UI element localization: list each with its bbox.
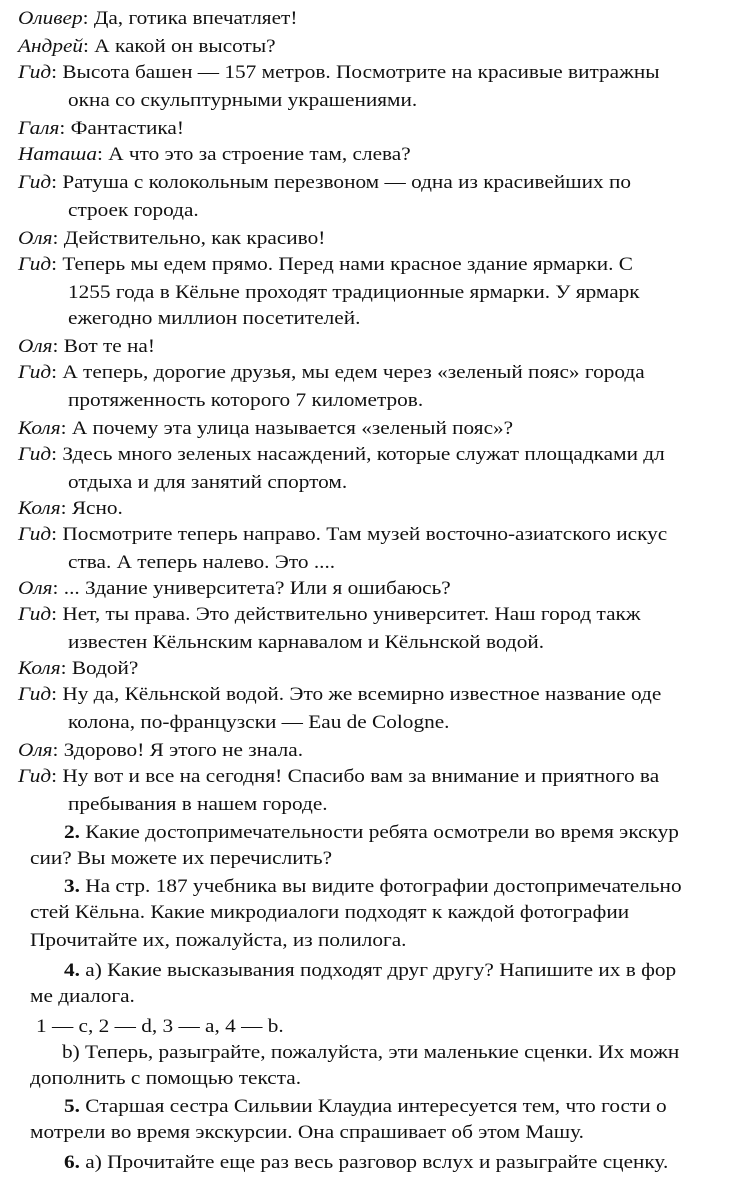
text-line xyxy=(68,200,199,224)
speaker-name: Коля xyxy=(18,658,61,679)
speaker-name: Оля xyxy=(18,740,53,761)
text-line xyxy=(30,1122,584,1146)
line-text: ства. А теперь налево. Это .... xyxy=(68,552,336,573)
line-text: колона, по-французски — Eau de Cologne. xyxy=(68,712,450,733)
line-text: : Теперь мы едем прямо. Перед нами красное здание ярмарки. С xyxy=(51,254,633,275)
text-line xyxy=(64,822,679,846)
exercise-number: 3. xyxy=(64,876,80,897)
text-line xyxy=(18,336,155,360)
line-text: : Ну вот и все на сегодня! Спасибо вам за внимание и приятного ва xyxy=(51,766,660,787)
text-line xyxy=(18,144,411,168)
exercise-number: 2. xyxy=(64,822,80,843)
line-text: : Ясно. xyxy=(60,498,123,519)
speaker-name: Галя xyxy=(18,118,60,139)
line-text: окна со скульптурными украшениями. xyxy=(68,90,418,111)
line-text: сии? Вы можете их перечислить? xyxy=(30,848,333,869)
text-line xyxy=(18,418,513,442)
speaker-name: Наташа xyxy=(18,144,97,165)
speaker-name: Гид xyxy=(18,62,52,83)
text-line xyxy=(30,848,332,872)
line-text: известен Кёльнским карнавалом и Кёльнской водой. xyxy=(68,632,545,653)
text-line xyxy=(64,1152,668,1176)
speaker-name: Оля xyxy=(18,228,53,249)
text-line xyxy=(36,1016,284,1040)
text-line xyxy=(30,902,629,926)
line-text: ме диалога. xyxy=(30,986,135,1007)
text-line xyxy=(68,390,423,414)
text-line xyxy=(18,684,661,708)
line-text: ежегодно миллион посетителей. xyxy=(68,308,361,329)
line-text: Какие достопримечательности ребята осмотрели во время экскур xyxy=(79,822,679,843)
text-line xyxy=(68,632,544,656)
line-text: 1255 года в Кёльне проходят традиционные ярмарки. У ярмарк xyxy=(68,282,640,303)
speaker-name: Оливер xyxy=(18,8,83,29)
speaker-name: Гид xyxy=(18,444,52,465)
speaker-name: Гид xyxy=(18,362,52,383)
line-text: пребывания в нашем городе. xyxy=(68,794,328,815)
speaker-name: Гид xyxy=(18,172,52,193)
line-text: : А теперь, дорогие друзья, мы едем через «зеленый пояс» города xyxy=(51,362,645,383)
line-text: b) Теперь, разыграйте, пожалуйста, эти маленькие сценки. Их можн xyxy=(62,1042,680,1063)
text-line xyxy=(18,498,123,522)
line-text: : А какой он высоты? xyxy=(83,36,276,57)
line-text: мотрели во время экскурсии. Она спрашивает об этом Машу. xyxy=(30,1122,584,1143)
text-line xyxy=(68,282,640,306)
text-line xyxy=(64,876,682,900)
line-text: : А что это за строение там, слева? xyxy=(96,144,411,165)
speaker-name: Оля xyxy=(18,578,53,599)
line-text: : А почему эта улица называется «зеленый пояс»? xyxy=(60,418,514,439)
line-text: : Вот те на! xyxy=(52,336,155,357)
text-line xyxy=(18,228,325,252)
line-text: : Действительно, как красиво! xyxy=(52,228,326,249)
text-line xyxy=(68,472,347,496)
text-line xyxy=(30,930,407,954)
text-line xyxy=(18,524,667,548)
line-text: строек города. xyxy=(68,200,199,221)
line-text: а) Прочитайте еще раз весь разговор вслух и разыграйте сценку. xyxy=(79,1152,669,1173)
text-line xyxy=(18,62,660,86)
line-text: : Водой? xyxy=(60,658,139,679)
line-text: 1 — c, 2 — d, 3 — a, 4 — b. xyxy=(36,1016,284,1037)
speaker-name: Гид xyxy=(18,604,52,625)
text-line xyxy=(68,90,417,114)
text-line xyxy=(64,1096,667,1120)
speaker-name: Коля xyxy=(18,498,61,519)
line-text: : Здесь много зеленых насаждений, которые служат площадками дл xyxy=(51,444,665,465)
exercise-number: 4. xyxy=(64,960,80,981)
text-line xyxy=(30,986,135,1010)
line-text: : Да, готика впечатляет! xyxy=(82,8,298,29)
text-line xyxy=(64,960,676,984)
text-line xyxy=(18,604,641,628)
exercise-number: 6. xyxy=(64,1152,80,1173)
line-text: а) Какие высказывания подходят друг другу? Напишите их в фор xyxy=(79,960,677,981)
speaker-name: Коля xyxy=(18,418,61,439)
line-text: : Высота башен — 157 метров. Посмотрите на красивые витражны xyxy=(51,62,660,83)
line-text: На стр. 187 учебника вы видите фотографии достопримечательно xyxy=(79,876,682,897)
speaker-name: Андрей xyxy=(18,36,84,57)
text-line xyxy=(18,740,303,764)
line-text: Старшая сестра Сильвии Клаудиа интересуется тем, что гости о xyxy=(79,1096,667,1117)
line-text: : Фантастика! xyxy=(59,118,184,139)
line-text: : ... Здание университета? Или я ошибаюсь? xyxy=(52,578,451,599)
line-text: стей Кёльна. Какие микродиалоги подходят к каждой фотографии xyxy=(30,902,630,923)
speaker-name: Оля xyxy=(18,336,53,357)
line-text: Прочитайте их, пожалуйста, из полилога. xyxy=(30,930,407,951)
line-text: отдыха и для занятий спортом. xyxy=(68,472,348,493)
text-line xyxy=(68,308,360,332)
text-line xyxy=(18,8,297,32)
line-text: протяженность которого 7 километров. xyxy=(68,390,424,411)
exercise-number: 5. xyxy=(64,1096,80,1117)
text-line xyxy=(18,118,184,142)
text-line xyxy=(18,658,138,682)
text-line xyxy=(18,254,633,278)
text-line xyxy=(18,36,276,60)
speaker-name: Гид xyxy=(18,254,52,275)
speaker-name: Гид xyxy=(18,524,52,545)
text-line xyxy=(30,1068,301,1092)
text-line xyxy=(68,794,328,818)
text-line xyxy=(68,712,450,736)
text-line xyxy=(18,766,659,790)
line-text: дополнить с помощью текста. xyxy=(30,1068,302,1089)
line-text: : Нет, ты права. Это действительно университет. Наш город такж xyxy=(51,604,641,625)
text-line xyxy=(68,552,335,576)
line-text: : Посмотрите теперь направо. Там музей восточно-азиатского искус xyxy=(51,524,668,545)
text-line xyxy=(18,444,665,468)
line-text: : Ну да, Кёльнской водой. Это же всемирно известное название оде xyxy=(51,684,662,705)
text-line xyxy=(62,1042,679,1066)
line-text: : Ратуша с колокольным перезвоном — одна из красивейших по xyxy=(51,172,631,193)
speaker-name: Гид xyxy=(18,766,52,787)
speaker-name: Гид xyxy=(18,684,52,705)
text-line xyxy=(18,578,451,602)
line-text: : Здорово! Я этого не знала. xyxy=(52,740,304,761)
text-line xyxy=(18,362,645,386)
text-line xyxy=(18,172,631,196)
